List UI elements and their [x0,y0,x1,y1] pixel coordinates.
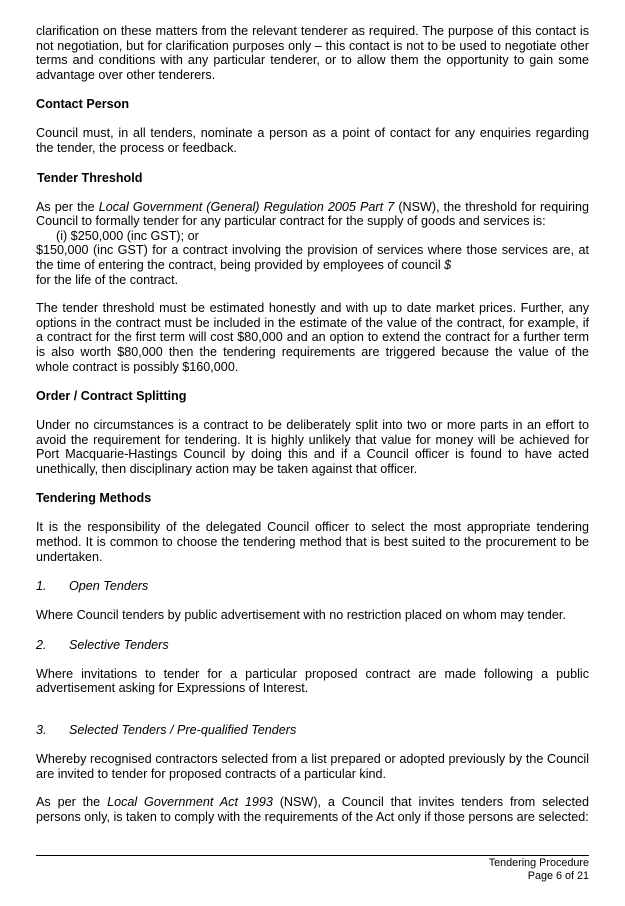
tender-threshold-heading: Tender Threshold [37,170,143,185]
tendering-methods-heading: Tendering Methods [36,491,152,506]
threshold-services-line [36,243,589,272]
local-government-act-paragraph [36,795,589,824]
page-footer [489,857,589,883]
open-tenders-heading [36,579,589,594]
selective-tenders-number: 2. [36,637,47,652]
threshold-text-pre: As per the [36,199,99,214]
selective-tenders-title: Selective Tenders [69,637,169,652]
threshold-paragraph [36,200,589,229]
threshold-item-i: (i) $250,000 (inc GST); or [56,228,199,243]
contact-person-paragraph: Council must, in all tenders, nominate a person as a point of contact for any enquiries regarding the tender, the process or feedback. [36,126,589,155]
open-tenders-number: 1. [36,579,47,594]
open-tenders-paragraph: Where Council tenders by public advertisement with no restriction placed on whom may tender. [36,608,566,623]
selected-tenders-heading [36,723,589,738]
footer-divider [36,855,589,856]
selective-tenders-heading [36,638,589,653]
selective-tenders-paragraph: Where invitations to tender for a particular proposed contract are made following a public advertisement asking for Expressions of Interest. [36,666,589,696]
selected-tenders-number: 3. [36,723,47,738]
contact-person-heading: Contact Person [36,97,130,112]
regulation-citation: Local Government (General) Regulation 2005 Part 7 [98,199,395,214]
open-tenders-title: Open Tenders [69,579,149,594]
selected-tenders-title: Selected Tenders / Pre-qualified Tenders [69,723,297,738]
contract-splitting-paragraph: Under no circumstances is a contract to be deliberately split into two or more parts in an effort to avoid the requirement for tendering. It is highly unlikely that value for money will be achieved for Port Macquarie-Hastings Council by doing this and if a Council officer is found to have acted unethically, then disciplinary action may be taken against that officer. [36,418,589,476]
threshold-services-text: $150,000 (inc GST) for a contract involving the provision of services where those services are, at the time of entering the contract, being provided by employees of council [36,243,589,272]
intro-paragraph: clarification on these matters from the relevant tenderer as required. The purpose of this contact is not negotiation, but for clarification purposes only – this contact is not to be used to negotiate other terms and conditions with any particular tenderer, or to allow them the opportunity to gain some advantage over other tenderers. [36,24,589,82]
selected-tenders-paragraph: Whereby recognised contractors selected from a list prepared or adopted previously by the Council are invited to tender for proposed contracts of a particular kind. [36,752,589,781]
footer-document-title: Tendering Procedure [488,857,589,869]
contract-splitting-heading: Order / Contract Splitting [36,389,187,404]
act-text-pre: As per the [36,795,108,810]
act-citation: Local Government Act 1993 [107,795,273,810]
document-page [36,24,589,824]
threshold-estimate-paragraph: The tender threshold must be estimated honestly and with up to date market prices. Further, any options in the contract must be included in the estimate of the value of the contract, for example, if a contract for the first term will cost $80,000 and an option to extend the contract for a further term is also worth $80,000 then the tendering requirements are triggered because the value of the whole contract is possibly $160,000. [36,301,589,374]
act-text-post: (NSW), a Council that invites tenders from selected persons only, is taken to comply with the requirements of the Act only if those persons are selected: [36,795,589,824]
footer-page-number: Page 6 of 21 [527,870,589,882]
threshold-text-post: (NSW), the threshold for requiring Council to formally tender for any particular contract for the supply of goods and services is: [36,199,589,229]
threshold-dollar-sign: $ [444,257,452,272]
tendering-methods-paragraph: It is the responsibility of the delegated Council officer to select the most appropriate tendering method. It is common to choose the tendering method that is best suited to the procurement to be undertaken. [36,520,589,564]
threshold-life-line: for the life of the contract. [36,272,179,287]
